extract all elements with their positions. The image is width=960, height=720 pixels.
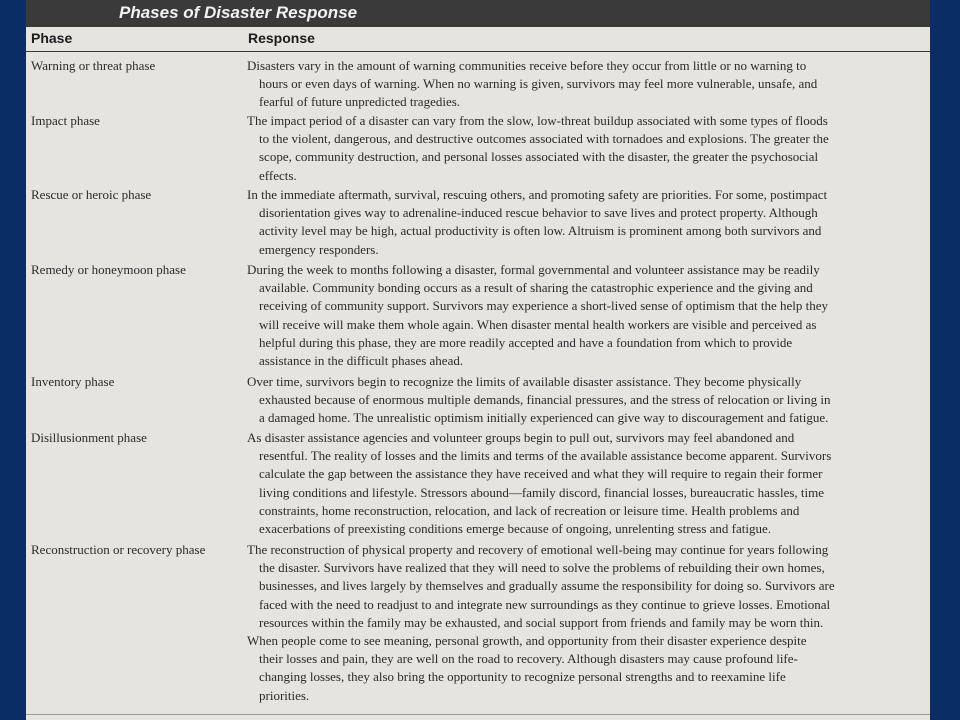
response-line: exacerbations of preexisting conditions emerge because of ongoing, unrelenting stress and fatigue.	[259, 521, 772, 537]
phase-name: Reconstruction or recovery phase	[31, 542, 206, 557]
table-title: Phases of Disaster Response	[119, 3, 358, 22]
response-line: hours or even days of warning. When no warning is given, survivors may feel more vulnerable, unsafe, and	[259, 76, 818, 92]
response-text	[247, 57, 927, 112]
title-bar	[26, 0, 930, 27]
response-line: The reconstruction of physical property and recovery of emotional well-being may continue for years following	[247, 542, 829, 557]
phase-name: Inventory phase	[31, 374, 115, 389]
response-line: constraints, home reconstruction, relocation, and lack of recreation or leisure time. Health problems and	[259, 502, 800, 518]
response-line: changing losses, they also bring the opportunity to recognize personal strengths and to reexamine life	[259, 669, 786, 685]
response-line: As disaster assistance agencies and volunteer groups begin to pull out, survivors may feel abandoned and	[247, 430, 795, 445]
response-line: disorientation gives way to adrenaline-induced rescue behavior to save lives and protect property. Although	[259, 205, 818, 221]
response-line: priorities.	[259, 687, 310, 703]
bottom-divider	[26, 714, 930, 715]
phase-name: Remedy or honeymoon phase	[31, 262, 186, 277]
response-text	[247, 373, 927, 428]
response-line: exhausted because of enormous multiple demands, financial pressures, and the stress of relocation or living in	[259, 392, 831, 408]
response-text	[247, 261, 927, 370]
response-line: In the immediate aftermath, survival, rescuing others, and promoting safety are priorities. For some, postimpact	[247, 187, 828, 202]
response-line: Disasters vary in the amount of warning communities receive before they occur from little or no warning to	[247, 58, 807, 73]
response-line: calculate the gap between the assistance they have received and what they will require to regain their former	[259, 466, 823, 482]
response-line: emergency responders.	[259, 241, 379, 257]
phase-name: Warning or threat phase	[31, 58, 156, 73]
response-text	[247, 429, 927, 538]
response-line: scope, community destruction, and personal losses associated with the disaster, the greater the psychosocial	[259, 149, 819, 165]
response-line: resources within the family may be exhausted, and social support from friends and family may be worn thin.	[259, 614, 824, 630]
response-line: a damaged home. The unrealistic optimism initially experienced can give way to discouragement and fatigue.	[259, 410, 829, 426]
response-line: fearful of future unpredicted tragedies.	[259, 94, 461, 110]
response-line: businesses, and lives largely by themselves and gradually assume the responsibility for doing so. Survivors are	[259, 578, 835, 594]
response-line: receiving of community support. Survivors may experience a short-lived sense of optimism that the help they	[259, 298, 828, 314]
response-line: living conditions and lifestyle. Stressors abound—family discord, financial losses, bureaucratic hassles, time	[259, 484, 825, 500]
response-line: assistance in the difficult phases ahead.	[259, 353, 464, 369]
response-line: resentful. The reality of losses and the limits and terms of the available assistance become apparent. Survivors	[259, 448, 832, 464]
response-line: The impact period of a disaster can vary from the slow, low-threat buildup associated with some types of floods	[247, 113, 828, 128]
response-line: Over time, survivors begin to recognize the limits of available disaster assistance. They become physically	[247, 374, 802, 389]
phase-name: Impact phase	[31, 113, 100, 128]
scanned-table-page	[26, 0, 930, 720]
response-text	[247, 186, 927, 259]
response-text	[247, 112, 927, 185]
phase-name: Disillusionment phase	[31, 430, 147, 445]
response-line: helpful during this phase, they are more readily accepted and have a foundation from which to provide	[259, 334, 793, 350]
phase-column-header: Phase	[31, 30, 73, 46]
response-line: to the violent, dangerous, and destructive outcomes associated with tornadoes and explosions. The greater the	[259, 131, 829, 147]
response-text	[247, 541, 927, 705]
response-line: will receive will make them whole again. When disaster mental health workers are visible and perceived as	[259, 316, 817, 332]
table-header-row	[26, 27, 930, 52]
response-line: the disaster. Survivors have realized that they will need to solve the problems of rebuilding their own homes,	[259, 560, 825, 576]
response-column-header: Response	[248, 30, 315, 46]
response-line: During the week to months following a disaster, formal governmental and volunteer assistance may be readily	[247, 262, 820, 277]
phase-name: Rescue or heroic phase	[31, 187, 152, 202]
response-line: activity level may be high, actual productivity is often low. Altruism is prominent among both survivors and	[259, 223, 822, 239]
response-line: When people come to see meaning, personal growth, and opportunity from their disaster experience despite	[247, 633, 807, 649]
response-line: available. Community bonding occurs as a result of sharing the catastrophic experience and the giving and	[259, 280, 813, 296]
response-line: their losses and pain, they are well on the road to recovery. Although disasters may cause profound life-	[259, 651, 798, 667]
response-line: effects.	[259, 167, 297, 183]
response-line: faced with the need to readjust to and integrate new surroundings as they continue to grieve losses. Emotional	[259, 596, 831, 612]
